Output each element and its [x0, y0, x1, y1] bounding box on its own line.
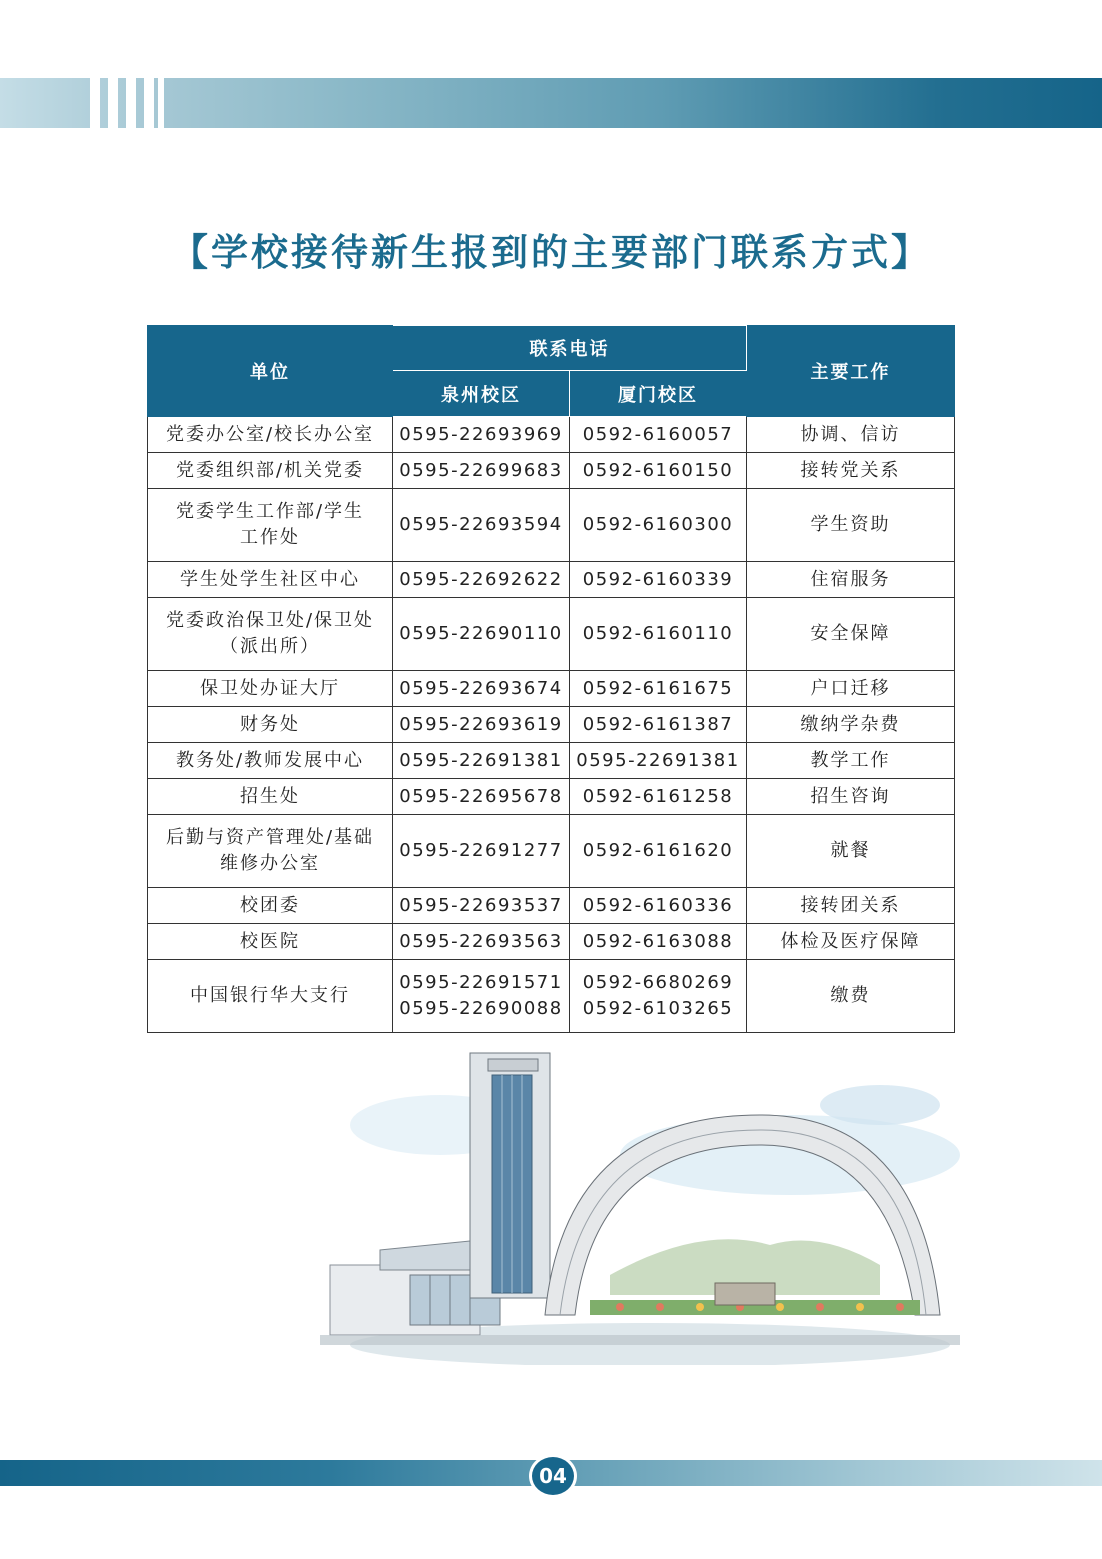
work-cell: 教学工作	[747, 743, 955, 779]
work-cell: 接转党关系	[747, 453, 955, 489]
header-xiamen: 厦门校区	[570, 371, 747, 417]
table-row	[148, 671, 955, 707]
unit-cell: 校团委	[148, 888, 393, 924]
work-cell: 招生咨询	[747, 779, 955, 815]
quanzhou-phone-cell: 0595-22693969	[393, 417, 570, 453]
table-row	[148, 779, 955, 815]
contact-table	[147, 325, 955, 1033]
unit-cell: 招生处	[148, 779, 393, 815]
unit-cell: 中国银行华大支行	[148, 960, 393, 1033]
unit-cell: 教务处/教师发展中心	[148, 743, 393, 779]
xiamen-phone-cell: 0592-6160150	[570, 453, 747, 489]
xiamen-phone-line: 0592-6103265	[582, 998, 734, 1019]
unit-cell: 学生处学生社区中心	[148, 562, 393, 598]
quanzhou-phone-cell: 0595-22695678	[393, 779, 570, 815]
table-row	[148, 598, 955, 671]
quanzhou-phone-cell: 0595-22691277	[393, 815, 570, 888]
top-banner	[0, 78, 1102, 128]
work-cell: 缴费	[747, 960, 955, 1033]
table-row	[148, 417, 955, 453]
xiamen-phone-cell: 0592-6161675	[570, 671, 747, 707]
xiamen-phone-cell: 0595-22691381	[570, 743, 747, 779]
banner-stripe	[90, 78, 100, 128]
campus-illustration	[320, 1045, 970, 1365]
quanzhou-phone-cell: 0595-22693537	[393, 888, 570, 924]
xiamen-phone-cell	[570, 960, 747, 1033]
banner-stripe	[108, 78, 118, 128]
quanzhou-phone-cell: 0595-22693594	[393, 489, 570, 562]
xiamen-phone-cell: 0592-6160300	[570, 489, 747, 562]
work-cell: 就餐	[747, 815, 955, 888]
unit-cell: 校医院	[148, 924, 393, 960]
xiamen-phone-cell: 0592-6160110	[570, 598, 747, 671]
unit-cell: 财务处	[148, 707, 393, 743]
unit-cell: 党委组织部/机关党委	[148, 453, 393, 489]
xiamen-phone-cell: 0592-6160339	[570, 562, 747, 598]
quanzhou-phone-line: 0595-22691571	[399, 972, 563, 993]
work-cell: 缴纳学杂费	[747, 707, 955, 743]
work-cell: 协调、信访	[747, 417, 955, 453]
xiamen-phone-cell: 0592-6160336	[570, 888, 747, 924]
quanzhou-phone-line: 0595-22690088	[399, 998, 563, 1019]
banner-stripe	[126, 78, 136, 128]
xiamen-phone-cell: 0592-6161387	[570, 707, 747, 743]
table-row	[148, 960, 955, 1033]
header-phone: 联系电话	[393, 326, 747, 371]
page-title: 【学校接待新生报到的主要部门联系方式】	[171, 231, 931, 274]
table-row	[148, 743, 955, 779]
unit-cell: 保卫处办证大厅	[148, 671, 393, 707]
unit-cell: 党委政治保卫处/保卫处（派出所）	[148, 598, 393, 671]
xiamen-phone-cell: 0592-6163088	[570, 924, 747, 960]
table-row	[148, 888, 955, 924]
table-row	[148, 562, 955, 598]
unit-cell: 后勤与资产管理处/基础维修办公室	[148, 815, 393, 888]
banner-stripe	[158, 78, 164, 128]
quanzhou-phone-cell: 0595-22690110	[393, 598, 570, 671]
unit-cell: 党委学生工作部/学生工作处	[148, 489, 393, 562]
table-row	[148, 924, 955, 960]
xiamen-phone-cell: 0592-6161620	[570, 815, 747, 888]
quanzhou-phone-cell: 0595-22693674	[393, 671, 570, 707]
quanzhou-phone-cell: 0595-22693563	[393, 924, 570, 960]
xiamen-phone-cell: 0592-6160057	[570, 417, 747, 453]
banner-stripe	[144, 78, 154, 128]
header-work: 主要工作	[747, 326, 955, 417]
table-row	[148, 815, 955, 888]
page-number: 04	[529, 1454, 577, 1498]
quanzhou-phone-cell: 0595-22693619	[393, 707, 570, 743]
quanzhou-phone-cell: 0595-22699683	[393, 453, 570, 489]
quanzhou-phone-cell	[393, 960, 570, 1033]
xiamen-phone-cell: 0592-6161258	[570, 779, 747, 815]
header-quanzhou: 泉州校区	[393, 371, 570, 417]
header-unit: 单位	[148, 326, 393, 417]
work-cell: 学生资助	[747, 489, 955, 562]
quanzhou-phone-cell: 0595-22691381	[393, 743, 570, 779]
table-row	[148, 453, 955, 489]
unit-cell: 党委办公室/校长办公室	[148, 417, 393, 453]
work-cell: 住宿服务	[747, 562, 955, 598]
quanzhou-phone-cell: 0595-22692622	[393, 562, 570, 598]
table-row	[148, 489, 955, 562]
xiamen-phone-line: 0592-6680269	[582, 972, 734, 993]
work-cell: 接转团关系	[747, 888, 955, 924]
table-row	[148, 707, 955, 743]
work-cell: 户口迁移	[747, 671, 955, 707]
work-cell: 体检及医疗保障	[747, 924, 955, 960]
work-cell: 安全保障	[747, 598, 955, 671]
